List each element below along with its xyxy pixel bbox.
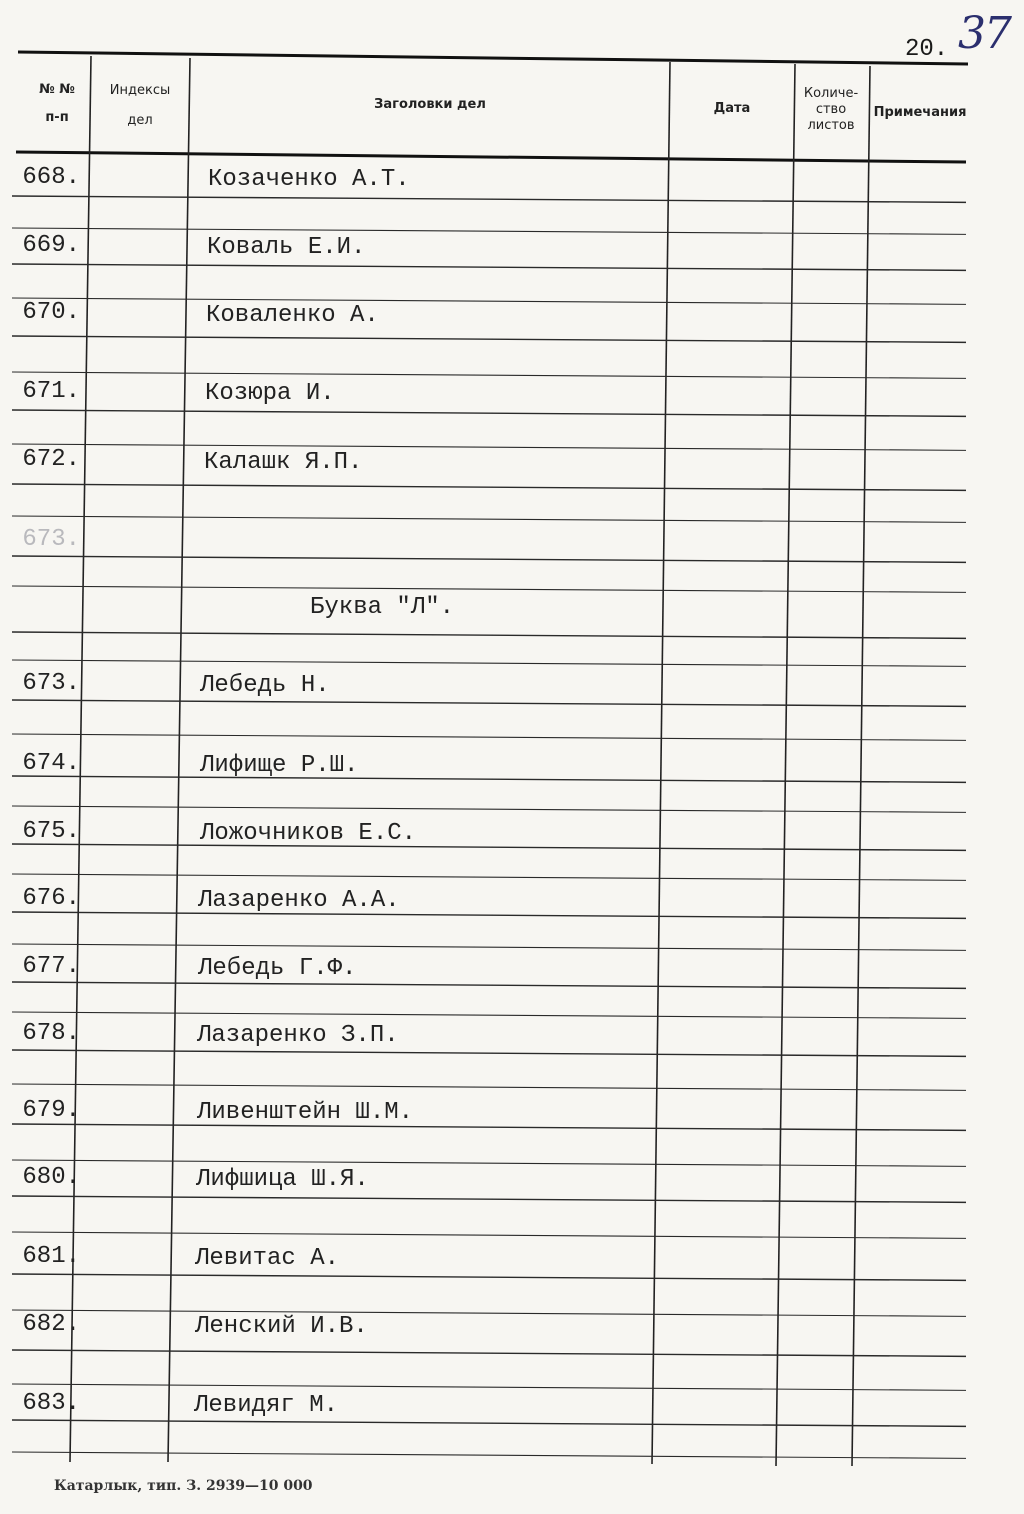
row-rule (12, 264, 966, 270)
entry-number: 671. (22, 378, 80, 405)
entry-number: 676. (22, 885, 80, 912)
row-rule (12, 410, 966, 416)
row-rule (12, 1232, 966, 1238)
entry-name: Коваленко А. (206, 302, 379, 329)
row-rule (12, 1384, 966, 1390)
entry-number: 680. (22, 1164, 80, 1191)
entry-name: Коваль Е.И. (207, 234, 366, 261)
row-rule (12, 336, 966, 342)
row-rule (12, 372, 966, 378)
header-sheet-count: Количе- ство листов (803, 86, 859, 133)
row-rule (12, 1452, 966, 1458)
entry-number: 673. (22, 670, 80, 697)
entry-name: Лифище Р.Ш. (200, 752, 359, 779)
row-rule (12, 444, 966, 450)
row-lines (12, 196, 966, 1458)
row-rule (12, 844, 966, 850)
entry-name: Лазаренко А.А. (198, 887, 400, 914)
entry-number: 669. (22, 232, 80, 259)
row-rule (12, 1420, 966, 1426)
row-rule (12, 586, 966, 592)
row-rule (12, 1350, 966, 1356)
row-rule (12, 1310, 966, 1316)
entry-name: Лебедь Н. (200, 672, 330, 699)
row-rule (12, 982, 966, 988)
header-number: № № п-п (39, 82, 75, 125)
entry-number: 668. (22, 164, 80, 191)
row-rule (12, 776, 966, 782)
entry-number: 677. (22, 953, 80, 980)
struck-entry-number: 673. (22, 526, 80, 553)
row-rule (12, 228, 966, 234)
row-rule (12, 944, 966, 950)
row-rule (12, 1196, 966, 1202)
entry-name: Лифшица Ш.Я. (196, 1166, 369, 1193)
row-rule (12, 298, 966, 304)
entry-name: Левидяг М. (194, 1392, 339, 1419)
row-rule (12, 1084, 966, 1090)
section-letter-l: Буква "Л". (310, 594, 455, 621)
entry-number: 683. (22, 1390, 80, 1417)
entry-number: 672. (22, 446, 80, 473)
row-rule (12, 700, 966, 706)
entry-name: Левитас А. (195, 1245, 340, 1272)
handwritten-folio-number: 37 (958, 8, 1010, 59)
row-rule (12, 484, 966, 490)
row-rule (12, 912, 966, 918)
entry-number: 681. (22, 1243, 80, 1270)
row-rule (12, 1124, 966, 1130)
row-rule (12, 734, 966, 740)
row-rule (12, 556, 966, 562)
entry-name: Лазаренко З.П. (197, 1022, 399, 1049)
entry-name: Ленский И.В. (195, 1313, 368, 1340)
row-rule (12, 660, 966, 666)
row-rule (12, 632, 966, 638)
row-rule (12, 1274, 966, 1280)
entry-name: Лебедь Г.Ф. (198, 955, 357, 982)
page-number: 20. (905, 36, 949, 63)
header-title: Заголовки дел (374, 97, 486, 112)
header-notes: Примечания (873, 105, 967, 120)
entry-number: 679. (22, 1097, 80, 1124)
row-rule (12, 1012, 966, 1018)
row-rule (12, 1050, 966, 1056)
entry-number: 675. (22, 818, 80, 845)
entry-number: 678. (22, 1020, 80, 1047)
row-rule (12, 806, 966, 812)
entry-name: Козаченко А.Т. (208, 166, 410, 193)
printer-imprint: Катарлык, тип. З. 2939—10 000 (54, 1478, 313, 1494)
entry-number: 674. (22, 750, 80, 777)
entry-number: 682. (22, 1311, 80, 1338)
row-rule (12, 874, 966, 880)
row-rule (12, 516, 966, 522)
header-index: Индексы дел (109, 83, 171, 128)
entry-name: Козюра И. (205, 380, 335, 407)
header-date: Дата (713, 101, 751, 116)
row-rule (12, 1160, 966, 1166)
entry-name: Ливенштейн Ш.М. (197, 1099, 414, 1126)
row-rule (12, 196, 966, 202)
entry-name: Ложочников Е.С. (200, 820, 417, 847)
entry-name: Калашк Я.П. (204, 449, 363, 476)
entry-number: 670. (22, 299, 80, 326)
